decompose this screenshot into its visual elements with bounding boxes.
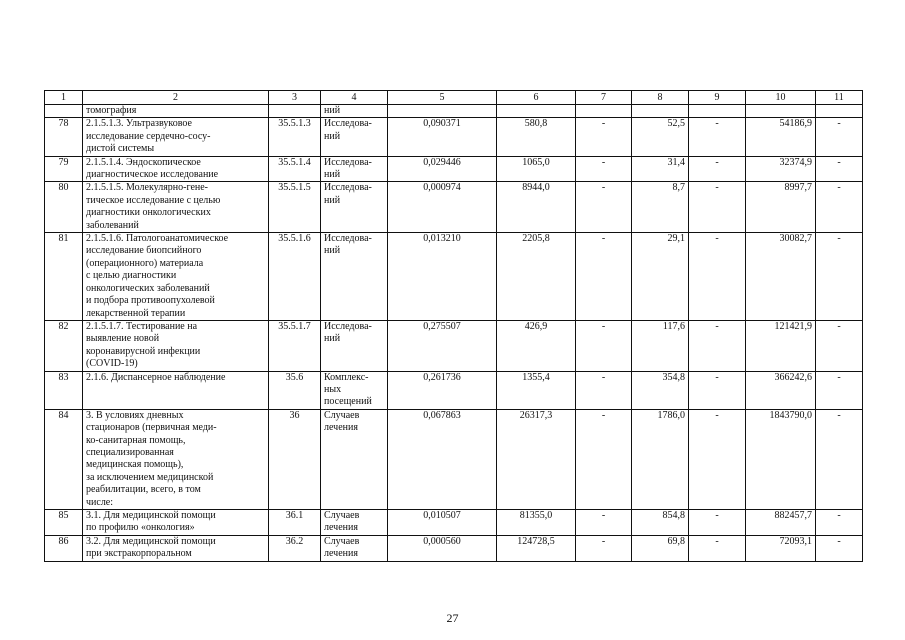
cost-value: 26317,3	[519, 409, 553, 421]
table-row	[45, 156, 863, 182]
indicator-name: 2.1.5.1.3. Ультразвуковое исследование сердечно-сосу- дистой системы	[86, 118, 211, 155]
norm-value: 0,275507	[423, 320, 461, 332]
row-code: 35.5.1.6	[278, 233, 311, 245]
continuation-row	[45, 105, 863, 118]
row-code: 36	[289, 409, 300, 421]
row-code: 35.5.1.5	[278, 182, 311, 194]
col11-value: -	[837, 156, 841, 168]
col7-value: -	[601, 320, 606, 332]
continuation-name: томография	[83, 105, 269, 118]
col11-value: -	[837, 233, 841, 245]
continuation-unit: ний	[321, 105, 388, 118]
col8-value: 52,5	[667, 118, 685, 130]
column-header: 11	[816, 91, 863, 105]
col7-value: -	[601, 156, 606, 168]
col7-value: -	[601, 510, 606, 521]
col9-value: -	[715, 156, 719, 168]
col7-value: -	[601, 182, 606, 194]
col8-value: 1786,0	[657, 409, 685, 421]
col8-value: 354,8	[662, 371, 685, 383]
column-header: 7	[576, 91, 632, 105]
indicator-name: 3.1. Для медицинской помощи по профилю «онкология»	[86, 510, 216, 534]
col11-value: -	[837, 371, 841, 383]
col10-value: 8997,7	[784, 182, 812, 194]
table-row	[45, 409, 863, 509]
row-number: 86	[58, 535, 69, 547]
table-row	[45, 320, 863, 371]
column-header: 1	[45, 91, 83, 105]
col10-value: 366242,6	[774, 371, 812, 383]
column-header: 3	[269, 91, 321, 105]
header-row	[45, 91, 863, 105]
col9-value: -	[715, 535, 719, 547]
unit-of-measure: Случаев лечения	[324, 535, 360, 560]
row-code: 35.5.1.3	[278, 118, 311, 130]
table-row	[45, 233, 863, 321]
col11-value: -	[837, 182, 841, 194]
cost-value: 1355,4	[522, 371, 550, 383]
table-row	[45, 118, 863, 156]
unit-of-measure: Случаев лечения	[324, 510, 360, 534]
table-row	[45, 371, 863, 409]
col11-value: -	[837, 409, 841, 421]
norm-value: 0,000974	[423, 182, 461, 194]
col7-value: -	[601, 371, 606, 383]
col10-value: 121421,9	[774, 320, 812, 332]
column-header: 8	[632, 91, 689, 105]
unit-of-measure: Случаев лечения	[324, 409, 360, 434]
cost-value: 2205,8	[522, 233, 550, 245]
col8-value: 29,1	[667, 233, 685, 245]
unit-of-measure: Исследова- ний	[324, 233, 372, 257]
col9-value: -	[715, 118, 719, 130]
norm-value: 0,013210	[423, 233, 461, 245]
row-code: 36.2	[285, 535, 304, 547]
unit-of-measure: Комплекс- ных посещений	[324, 371, 372, 408]
col9-value: -	[715, 409, 719, 421]
row-number: 80	[58, 182, 69, 194]
unit-of-measure: Исследова- ний	[324, 320, 372, 345]
unit-of-measure: Исследова- ний	[324, 118, 372, 142]
col10-value: 1843790,0	[769, 409, 812, 421]
table-row	[45, 182, 863, 233]
unit-of-measure: Исследова- ний	[324, 182, 372, 206]
column-header: 2	[83, 91, 269, 105]
row-code: 35.5.1.4	[278, 156, 311, 168]
col10-value: 72093,1	[779, 535, 812, 547]
cost-value: 1065,0	[522, 156, 550, 168]
col8-value: 31,4	[667, 156, 685, 168]
cost-value: 124728,5	[517, 535, 555, 547]
row-number: 83	[58, 371, 69, 383]
col10-value: 54186,9	[779, 118, 812, 130]
column-header: 5	[388, 91, 497, 105]
row-number: 84	[58, 409, 69, 421]
page-number: 27	[446, 611, 459, 625]
col9-value: -	[715, 182, 719, 194]
col8-value: 69,8	[667, 535, 685, 547]
col9-value: -	[715, 510, 719, 521]
column-header: 10	[746, 91, 816, 105]
row-number: 81	[58, 233, 69, 245]
cost-value: 8944,0	[522, 182, 550, 194]
indicator-name: 2.1.5.1.5. Молекулярно-гене- тическое исследование с целью диагностики онкологических заболеваний	[86, 182, 221, 231]
col7-value: -	[601, 233, 606, 245]
row-code: 36.1	[285, 510, 304, 521]
column-header: 9	[689, 91, 746, 105]
indicator-name: 2.1.6. Диспансерное наблюдение	[86, 371, 226, 383]
table-row	[45, 535, 863, 561]
indicator-name: 3.2. Для медицинской помощи при экстракорпоральном	[86, 535, 216, 560]
col8-value: 117,6	[662, 320, 685, 332]
col7-value: -	[601, 118, 606, 130]
col9-value: -	[715, 233, 719, 245]
cost-value: 426,9	[524, 320, 548, 332]
norm-value: 0,029446	[423, 156, 461, 168]
row-number: 78	[58, 118, 69, 130]
data-table	[44, 90, 863, 562]
col10-value: 30082,7	[779, 233, 812, 245]
col8-value: 854,8	[662, 510, 685, 521]
norm-value: 0,261736	[423, 371, 461, 383]
col11-value: -	[837, 320, 841, 332]
norm-value: 0,090371	[423, 118, 461, 130]
col7-value: -	[601, 409, 606, 421]
col10-value: 32374,9	[779, 156, 812, 168]
unit-of-measure: Исследова- ний	[324, 156, 372, 181]
col11-value: -	[837, 510, 841, 521]
col9-value: -	[715, 320, 719, 332]
row-number: 82	[58, 320, 69, 332]
indicator-name: 2.1.5.1.7. Тестирование на выявление новой коронавирусной инфекции (COVID-19)	[86, 320, 201, 370]
col11-value: -	[837, 535, 841, 547]
row-number: 85	[58, 510, 69, 521]
col11-value: -	[837, 118, 841, 130]
col8-value: 8,7	[672, 182, 685, 194]
table-row	[45, 510, 863, 536]
column-header: 6	[497, 91, 576, 105]
col9-value: -	[715, 371, 719, 383]
cost-value: 81355,0	[519, 510, 553, 521]
col7-value: -	[601, 535, 606, 547]
col10-value: 882457,7	[774, 510, 812, 521]
norm-value: 0,010507	[423, 510, 461, 521]
row-number: 79	[58, 156, 69, 168]
indicator-name: 2.1.5.1.6. Патологоанатомическое исследование биопсийного (операционного) материала с целью диагностики онкологических заболеваний и подбора противоопухолевой лекарственной терапии	[86, 233, 229, 319]
indicator-name: 3. В условиях дневных стационаров (первичная меди- ко-санитарная помощь, специализированная медицинская помощь), за исключением медицинской реабилитации, всего, в том числе:	[86, 409, 217, 508]
norm-value: 0,000560	[423, 535, 461, 547]
norm-value: 0,067863	[423, 409, 461, 421]
row-code: 35.6	[285, 371, 304, 383]
cost-value: 580,8	[524, 118, 548, 130]
indicator-name: 2.1.5.1.4. Эндоскопическое диагностическое исследование	[86, 156, 219, 181]
column-header: 4	[321, 91, 388, 105]
row-code: 35.5.1.7	[278, 320, 311, 332]
